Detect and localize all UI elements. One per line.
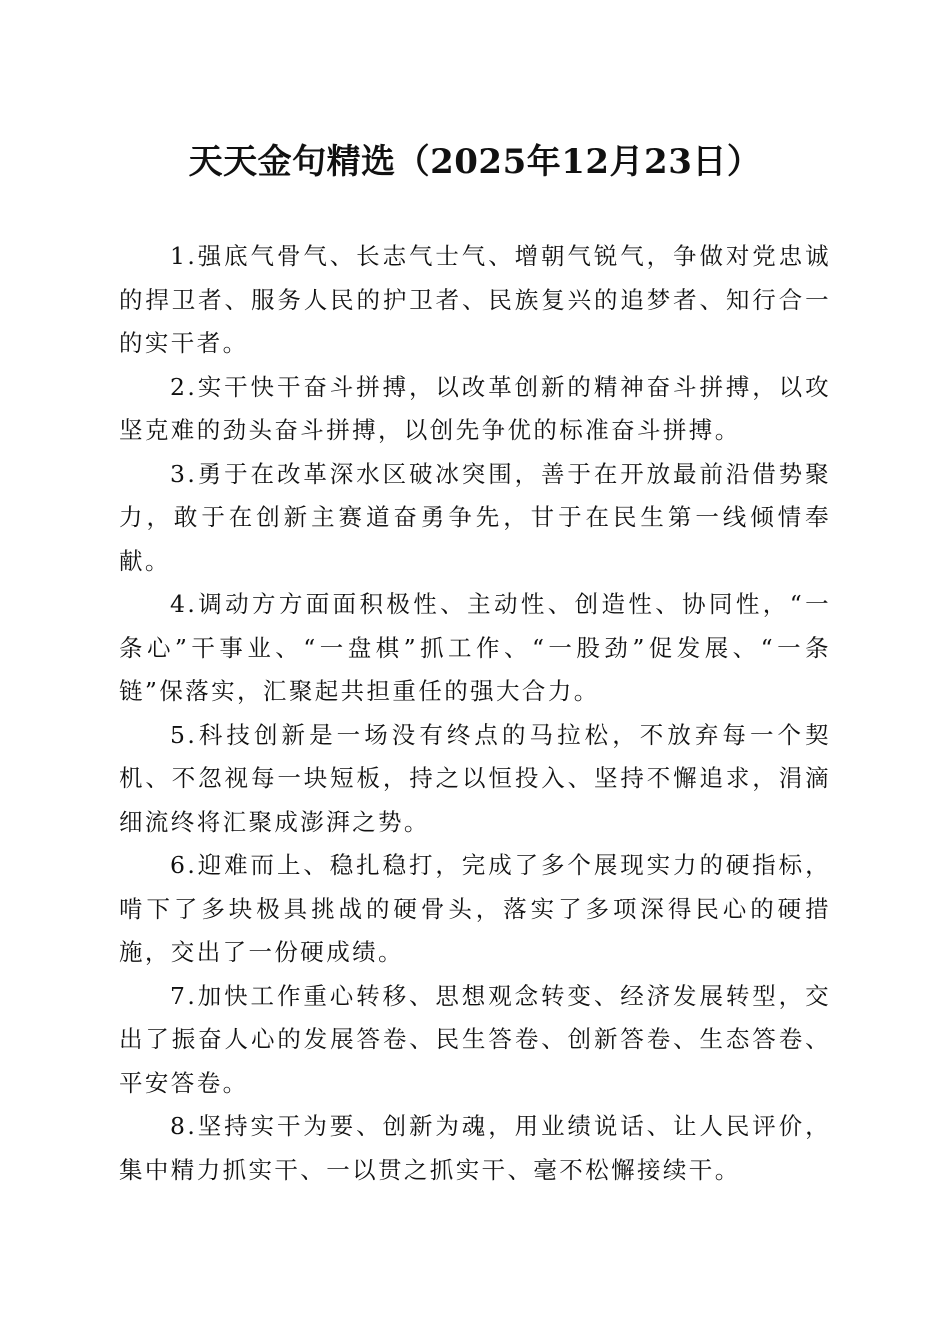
quote-list: [119, 235, 831, 1192]
quote-paragraph-6: 6.迎难而上、稳扎稳打，完成了多个展现实力的硬指标，啃下了多块极具挑战的硬骨头，落实了多项深得民心的硬措施，交出了一份硬成绩。: [119, 851, 831, 966]
quote-paragraph-4: 4.调动方方面面积极性、主动性、创造性、协同性，“一条心”干事业、“一盘棋”抓工作、“一股劲”促发展、“一条链”保落实，汇聚起共担重任的强大合力。: [119, 590, 831, 705]
quote-paragraph-3: 3.勇于在改革深水区破冰突围，善于在开放最前沿借势聚力，敢于在创新主赛道奋勇争先，甘于在民生第一线倾情奉献。: [119, 459, 831, 575]
quote-paragraph-1: 1.强底气骨气、长志气士气、增朝气锐气，争做对党忠诚的捍卫者、服务人民的护卫者、民族复兴的追梦者、知行合一的实干者。: [119, 242, 831, 357]
page-title: 天天金句精选（2025年12月23日）: [188, 142, 762, 182]
quote-paragraph-2: 2.实干快干奋斗拼搏，以改革创新的精神奋斗拼搏，以攻坚克难的劲头奋斗拼搏，以创先争优的标准奋斗拼搏。: [119, 372, 831, 444]
quote-paragraph-7: 7.加快工作重心转移、思想观念转变、经济发展转型，交出了振奋人心的发展答卷、民生答卷、创新答卷、生态答卷、平安答卷。: [119, 981, 831, 1097]
quote-paragraph-5: 5.科技创新是一场没有终点的马拉松，不放弃每一个契机、不忽视每一块短板，持之以恒投入、坚持不懈追求，涓滴细流终将汇聚成澎湃之势。: [119, 720, 831, 836]
quote-paragraph-8: 8.坚持实干为要、创新为魂，用业绩说话、让人民评价，集中精力抓实干、一以贯之抓实干、毫不松懈接续干。: [119, 1112, 831, 1184]
